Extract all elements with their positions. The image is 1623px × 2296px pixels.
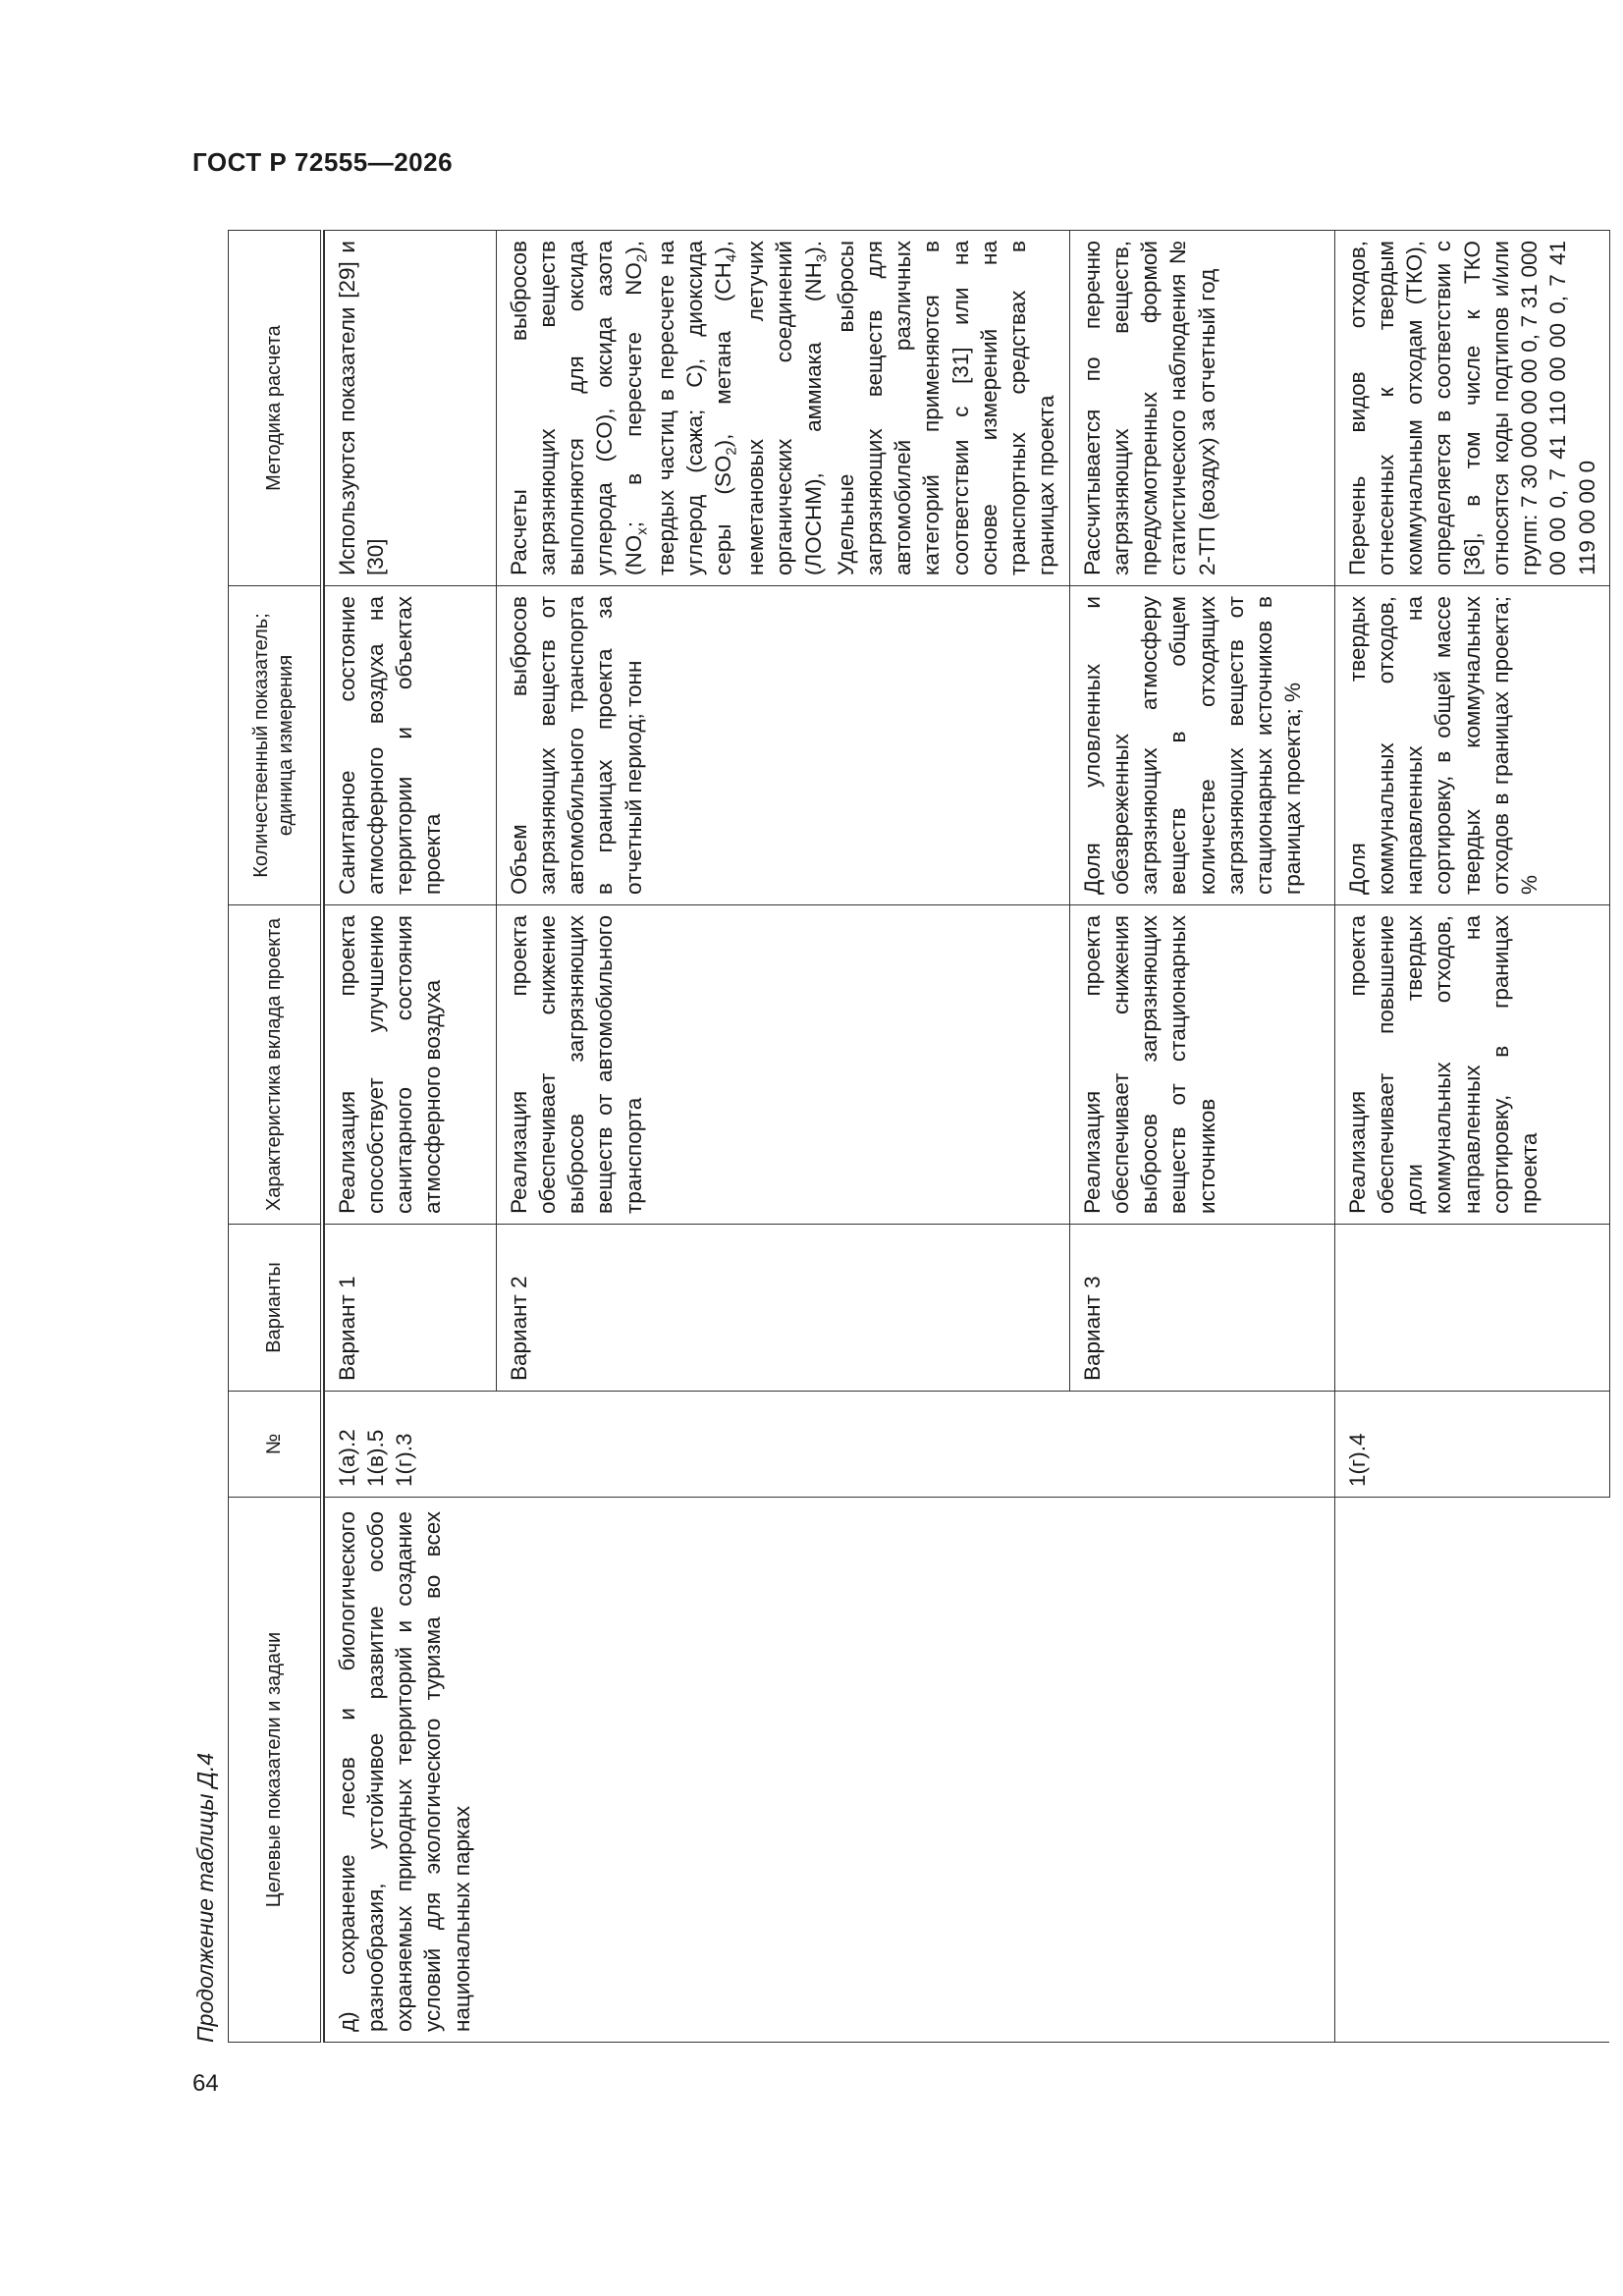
table-row [324,231,496,2043]
column-header-number: № [229,1392,322,1498]
method-cell: Перечень видов отходов, отнесенных к твердым коммунальным отходам (ТКО), определяется в соответствии с [36], в том числе к ТКО относятся коды подтипов и/или групп: 7 30 000 00 00 0, 7 31 000 00 00 0, 7 41 110 00 00 0, 7 41 119 00 00 0 [1334,231,1609,586]
variant-cell: Вариант 1 [324,1225,496,1392]
contribution-cell: Реализация проекта обеспечивает снижения выбросов загрязняющих веществ от стационарных источников [1069,905,1334,1225]
page-number: 64 [192,2070,219,2097]
goal-cell-continued [1334,1498,1609,2043]
number-cell: 1(г).4 [1334,1392,1609,1498]
column-header-variants: Варианты [229,1225,322,1392]
variant-cell [1334,1225,1609,1392]
contribution-cell: Реализация проекта обеспечивает снижение выбросов загрязняющих веществ от автомобильного транспорта [496,905,1069,1225]
contribution-cell: Реализация проекта способствует улучшению санитарного состояния атмосферного воздуха [324,905,496,1225]
rotated-page-content [183,231,1599,2052]
indicator-cell: Санитарное состояние атмосферного воздуха на территории и объектах проекта [324,586,496,905]
table-row [1334,231,1609,2043]
indicator-cell: Доля твердых коммунальных отходов, направленных на сортировку, в общей массе твердых коммунальных отходов в границах проекта; % [1334,586,1609,905]
method-cell: Расчеты выбросов загрязняющих веществ выполняются для оксида углерода (CO), оксида азота ($NO_x$; в пересчете $NO_2$), твердых частиц в пересчете на углерод (сажа; C), диоксида серы $(SO_2)$, метана $(CH_4)$, неметановых летучих органических соединений (ЛОСНМ), аммиака $(NH_3)$. Удельные выбросы загрязняющих веществ для автомобилей различных категорий применяются в соответствии с [31] или на основе измерений на транспортных средствах в границах проекта [496,231,1069,586]
column-header-goals: Целевые показатели и задачи [229,1498,322,2043]
column-header-indicator: Количественный показатель; единица измерения [229,586,322,905]
column-header-contribution: Характеристика вклада проекта [229,905,322,1225]
variant-cell: Вариант 2 [496,1225,1069,1392]
table-header-row [229,231,322,2043]
table-caption: Продолжение таблицы Д.4 [192,1752,218,2043]
method-cell: Рассчитывается по перечню загрязняющих веществ, предусмотренных формой статистического наблюдения № 2-ТП (воздух) за отчетный год [1069,231,1334,586]
variant-cell: Вариант 3 [1069,1225,1334,1392]
column-header-method: Методика расчета [229,231,322,586]
contribution-cell: Реализация проекта обеспечивает повышение доли твердых коммунальных отходов, направленных на сортировку, в границах проекта [1334,905,1609,1225]
indicator-cell: Доля уловленных и обезвреженных загрязняющих атмосферу веществ в общем количестве отходящих загрязняющих веществ от стационарных источников в границах проекта; % [1069,586,1334,905]
method-cell: Используются показатели [29] и [30] [324,231,496,586]
indicator-cell: Объем выбросов загрязняющих веществ от автомобильного транспорта в границах проекта за отчетный период; тонн [496,586,1069,905]
number-cell: 1(а).2 1(в).5 1(г).3 [324,1392,1334,1498]
data-table [228,230,1610,2043]
goal-cell: д) сохранение лесов и биологического разнообразия, устойчивое развитие особо охраняемых природных территорий и создание условий для экологического туризма во всех национальных парках [324,1498,1334,2043]
document-header: ГОСТ Р 72555—2026 [192,147,454,177]
